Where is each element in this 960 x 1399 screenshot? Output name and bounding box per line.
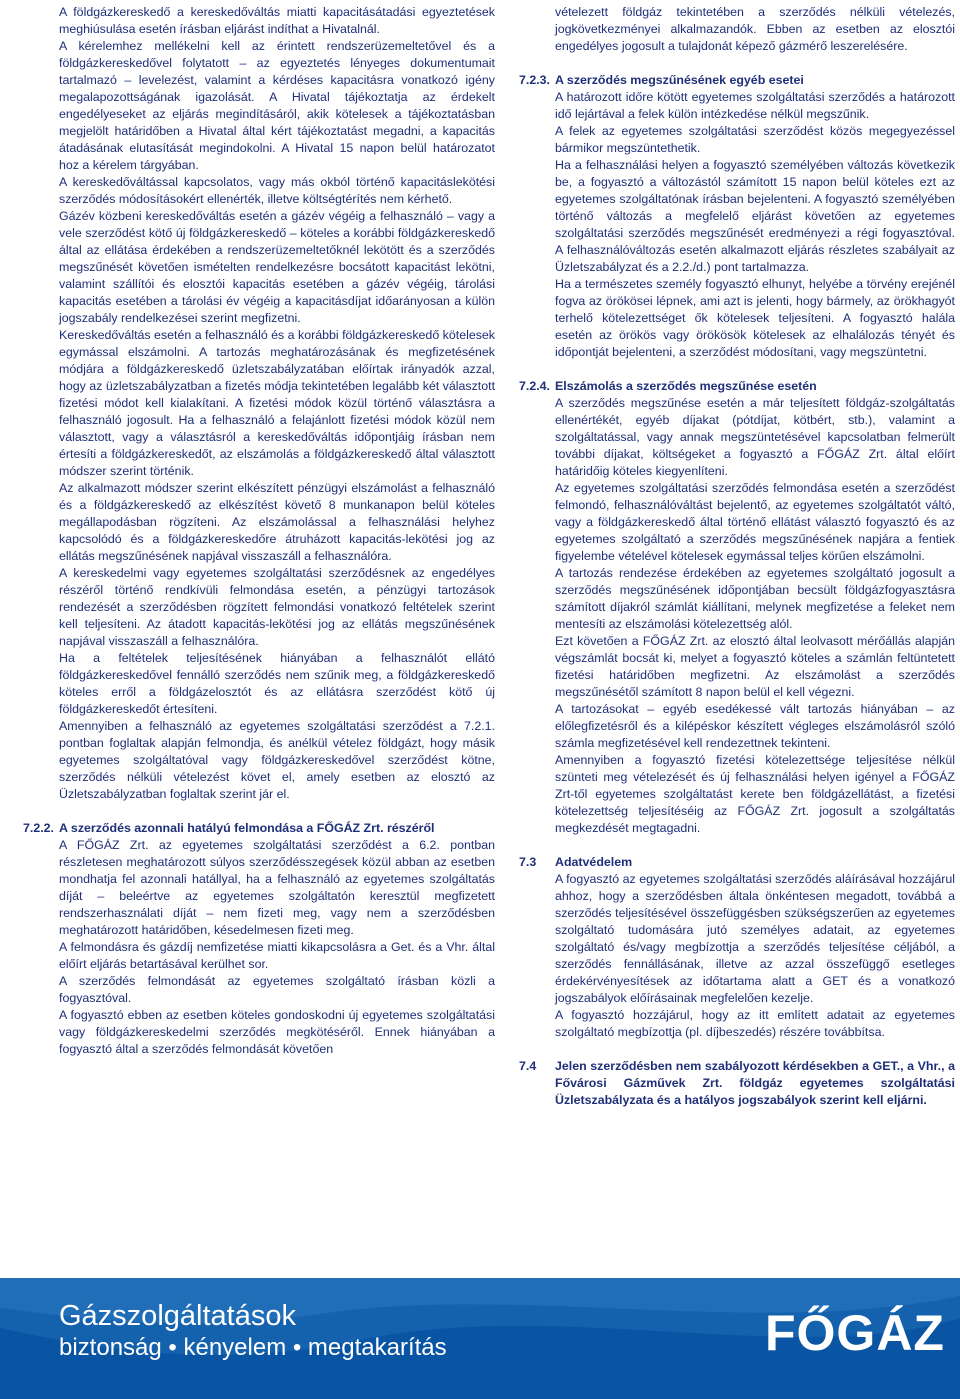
section-724-paragraph-4: Ezt követően a FŐGÁZ Zrt. az elosztó által leolvasott mérőállás alapján végszámlát bocsát ki, melyet a fogyasztó köteles a számlán feltüntetett fizetési határidőben megfizetni. Az elszámolást a szerződés megszűnésétől számított 8 napon belül el kell végezni.: [555, 634, 955, 699]
section-73-paragraph-2: A fogyasztó hozzájárul, hogy az itt említett adatait az egyetemes szolgáltató megbízottja (pl. díjbeszedés) részére továbbítsa.: [555, 1008, 955, 1039]
section-number: 7.2.2.: [23, 821, 55, 835]
intro-paragraph-8: Ha a feltételek teljesítésének hiányában a felhasználót ellátó földgázkereskedővel fennálló szerződés nem szűnik meg, a földgázkereskedő köteles erről a földgázelosztót és az ellátásra szerződést kötő új földgázkereskedőt értesíteni.: [59, 651, 495, 716]
section-723-paragraph-2: A felek az egyetemes szolgáltatási szerződést közös megegyezéssel bármikor megszüntethetik.: [555, 124, 955, 155]
section-title: A szerződés megszűnésének egyéb esetei: [555, 73, 804, 87]
fogaz-logo: FŐGÁZ: [765, 1305, 945, 1361]
section-722-paragraph-3: A szerződés felmondását az egyetemes szolgáltató írásban közli a fogyasztóval.: [59, 974, 495, 1005]
continuation-paragraph: vételezett földgáz tekintetében a szerződés nélküli vételezés, jogkövetkezményei alkalmazandók. Ebben az esetben az elosztói engedélyes jogosult a tulajdonát képező gázmérő leszerelésére.: [555, 5, 955, 53]
section-73-heading: [519, 854, 955, 871]
section-723-paragraph-4: Ha a természetes személy fogyasztó elhunyt, helyébe a törvény erejénél fogva az örökösei lépnek, ami azt is jelenti, hogy bármely, az örökhagyót terhelő kötelezettséget ők kötelesek teljesíteni. A fogyasztó halála esetén az örökös vagy örökösök kötelesek az elhalálozás tényét és időpontját bejelenteni, a szerződést módosítani, vagy megszüntetni.: [555, 277, 955, 359]
section-724-paragraph-2: Az egyetemes szolgáltatási szerződés felmondása esetén a szerződést felmondó, felhasználóváltást bejelentő, az egyetemes szolgáltatót váltó, vagy a földgázkereskedő által történő ellátást választó fogyasztó és az egyetemes szolgáltató a szerződés megszűnésének napjára a fentiek figyelembe vételével kötelesek egymással teljes körűen elszámolni.: [555, 481, 955, 563]
intro-paragraph-7: A kereskedelmi vagy egyetemes szolgáltatási szerződésnek az engedélyes részéről történő rendkívüli felmondása esetén, a pénzügyi tartozások rendezését a szerződésben rögzített felmondási vonatkozó feltételek szerint kell teljesíteni. Az átadott kapacitás-lekötési jog az ellátás megszűnésének napjával visszaszáll a felhasználóra.: [59, 566, 495, 648]
footer-slogan: biztonság • kényelem • megtakarítás: [59, 1334, 447, 1361]
section-722-paragraph-1: A FŐGÁZ Zrt. az egyetemes szolgáltatási szerződést a 6.2. pontban részletesen meghatározott súlyos szerződésszegések közül abban az esetben mondhatja fel azonnali hatállyal, ha a felhasználó az egyetemes szolgáltatás díját – beleértve az egyetemes szolgáltatón keresztül megfizetett rendszerhasználati díját – nem fizeti meg, vagy nem a szerződésben meghatározott határidőben, késedelmesen fizeti meg.: [59, 838, 495, 937]
section-73-paragraph-1: A fogyasztó az egyetemes szolgáltatási szerződés aláírásával hozzájárul ahhoz, hogy a szerződésben általa önkéntesen megadott, továbbá a szerződés teljesítésével összefüggésben szükségszerűen az egyetemes szolgáltató tudomására jutó személyes adatait, az egyetemes szolgáltató és/vagy megbízottja a szerződés teljesítése céljából, a szerződés fennállásának, illetve az azzal összefüggő esetleges érdekérvényesítések az időtartama alatt a GET és a vonatkozó jogszabályok előírásainak megfelelően kezelje.: [555, 872, 955, 1005]
section-number: 7.2.3.: [519, 73, 551, 87]
section-722-paragraph-2: A felmondásra és gázdíj nemfizetése miatti kikapcsolásra a Get. és a Vhr. által előírt eljárás betartásával kerülhet sor.: [59, 940, 495, 971]
intro-paragraph-2: A kérelemhez mellékelni kell az érintett rendszerüzemeltetővel és a földgázkereskedővel folytatott – az egyeztetés lényeges dokumentumait tartalmazó – levelezést, valamint a kérdéses kapacitásra vonatkozó igény megalapozottságának igazolását. A Hivatal tájékoztatja az érdekelt engedélyeseket az eljárás megindításáról, akik kötelesek a tájékoztatásban megjelölt határidőben a Hivatal által kért tájékoztatást megadni, a kapacitás átadásának elutasítását megindokolni. A Hivatal 15 napon belül határozatot hoz a kérelem tárgyában.: [59, 39, 495, 172]
section-723-paragraph-3: Ha a felhasználási helyen a fogyasztó személyében változás következik be, a fogyasztó a változástól számított 15 napon belül köteles ezt az egyetemes szolgáltatónak írásban bejelenteni. A fogyasztó személyében történő változás a megfelelő eljárást követően az egyetemes szolgáltatási szerződés megszűnését eredményezi a régi fogyasztóval. A felhasználóváltozás esetén alkalmazott eljárás részletes szabályait az Üzletszabályzat és a 2.2./d.) pont tartalmazza.: [555, 158, 955, 274]
intro-paragraph-3: A kereskedőváltással kapcsolatos, vagy más okból történő kapacitáslekötési szerződés módosításokért ellenérték, illetve költségtérítés nem kérhető.: [59, 175, 495, 206]
section-723-heading: [519, 72, 955, 89]
section-724-heading: [519, 378, 955, 395]
intro-paragraph-6: Az alkalmazott módszer szerint elkészített pénzügyi elszámolást a felhasználó és a földgázkereskedő az elkészítést követő 8 munkanapon belül köteles megállapodásban rögzíteni. Az elszámolással a felhasználási helyhez kapcsolódó és a földgázkereskedőre átruházott kapacitás-lekötési jog az ellátás megszűnésének napjával visszaszáll a felhasználóra.: [59, 481, 495, 563]
section-number: 7.4: [519, 1059, 537, 1073]
section-722-paragraph-4: A fogyasztó ebben az esetben köteles gondoskodni új egyetemes szolgáltatási vagy földgázkereskedelmi szerződés megkötéséről. Ennek hiányában a fogyasztó által a szerződés felmondását követően: [59, 1008, 495, 1056]
section-number: 7.3: [519, 855, 537, 869]
section-724-paragraph-6: Amennyiben a fogyasztó fizetési kötelezettsége teljesítése nélkül szünteti meg vételezését és új felhasználási helyen igényel a FŐGÁZ Zrt-től egyetemes szolgáltatást kerete ben földgázellátást, a fizetési kötelezettség teljesítéséig az FŐGÁZ Zrt. jogosult a szolgáltatás megkezdését megtagadni.: [555, 753, 955, 835]
section-724-paragraph-1: A szerződés megszűnése esetén a már teljesített földgáz-szolgáltatás ellenértékét, egyéb díjakat (pótdíjat, kötbért, stb.), valamint a szolgáltatással, vagy annak megszüntetésével kapcsolatban felmerült további díjakat, költségeket a fogyasztó a FŐGÁZ Zrt. által előírt határidőig köteles kiegyenlíteni.: [555, 396, 955, 478]
left-column: [23, 4, 496, 1058]
intro-paragraph-9: Amennyiben a felhasználó az egyetemes szolgáltatási szerződést a 7.2.1. pontban foglaltak alapján felmondja, és anélkül vételez földgázt, hogy másik egyetemes szolgáltatóval vagy földgázkereskedővel szerződést kötne, szerződés nélküli vételezést követ el, amely esetben az elosztó az Üzletszabályzatban foglaltak szerint jár el.: [59, 719, 495, 801]
footer-banner: [0, 1278, 960, 1399]
section-723-paragraph-1: A határozott időre kötött egyetemes szolgáltatási szerződés a határozott idő lejártával a felek külön intézkedése nélkül megszűnik.: [555, 90, 955, 121]
right-column: [519, 4, 955, 1109]
section-title: A szerződés azonnali hatályú felmondása a FŐGÁZ Zrt. részéről: [59, 821, 435, 835]
section-74-heading: [519, 1058, 955, 1109]
section-722-heading: [23, 820, 495, 837]
section-724-paragraph-5: A tartozásokat – egyéb esedékessé vált tartozás hiányában – az előlegfizetésről és a kilépéskor készített végleges elszámolásról szóló számla megfizetésével kell rendezettnek tekinteni.: [555, 702, 955, 750]
intro-paragraph-5: Kereskedőváltás esetén a felhasználó és a korábbi földgázkereskedő kötelesek egymással elszámolni. A tartozás meghatározásának és megfizetésének módjára a földgázkereskedő üzletszabályzatában előírtak irányadók azzal, hogy az üzletszabályzatban a fizetés módja tekintetében legalább két választott fizetési módot kell kialakítani. A fizetési módok közül történő választásra a felhasználó jogosult. Ha a felhasználó a felajánlott fizetési módok közül nem választott, vagy a választásról a kereskedőváltás időpontjáig írásban nem értesíti a földgázkereskedőt, az elszámolás a földgázkereskedő által választott módszer szerint történik.: [59, 328, 496, 478]
section-title: Adatvédelem: [555, 855, 633, 869]
section-title: Elszámolás a szerződés megszűnése esetén: [555, 379, 817, 393]
intro-paragraph-1: A földgázkereskedő a kereskedőváltás miatti kapacitásátadási egyeztetések meghiúsulása esetén írásban eljárást indíthat a Hivatalnál.: [59, 5, 495, 36]
intro-paragraph-4: Gázév közbeni kereskedőváltás esetén a gázév végéig a felhasználó – vagy a vele szerződést kötő új földgázkereskedő – köteles a korábbi földgázkereskedő által az ellátása érdekében a rendszerüzemeltetőknél lekötött és a szerződés megszűnését követően ismételten rendelkezésre bocsátott kapacitást lekötni, valamint szállítói és elosztói kapacitás esetében a gázév végéig, tárolási kapacitás esetében a tárolási év végéig a kapacitásdíjat időarányosan a külön jogszabály rendelkezései szerint megfizetni.: [59, 209, 495, 325]
section-number: 7.2.4.: [519, 379, 551, 393]
footer-title: Gázszolgáltatások: [59, 1300, 296, 1332]
section-title: Jelen szerződésben nem szabályozott kérdésekben a GET., a Vhr., a Fővárosi Gázművek Zrt. földgáz egyetemes szolgáltatási Üzletszabályzata és a hatályos jogszabályok szerint kell eljárni.: [555, 1059, 955, 1107]
section-724-paragraph-3: A tartozás rendezése érdekében az egyetemes szolgáltató jogosult a szerződés megszűnésének időpontjában becsült földgázfogyasztásra számított díjakról számlát kiállítani, melynek megfizetése a feleket nem mentesíti az elszámolási kötelezettség alól.: [555, 566, 955, 631]
